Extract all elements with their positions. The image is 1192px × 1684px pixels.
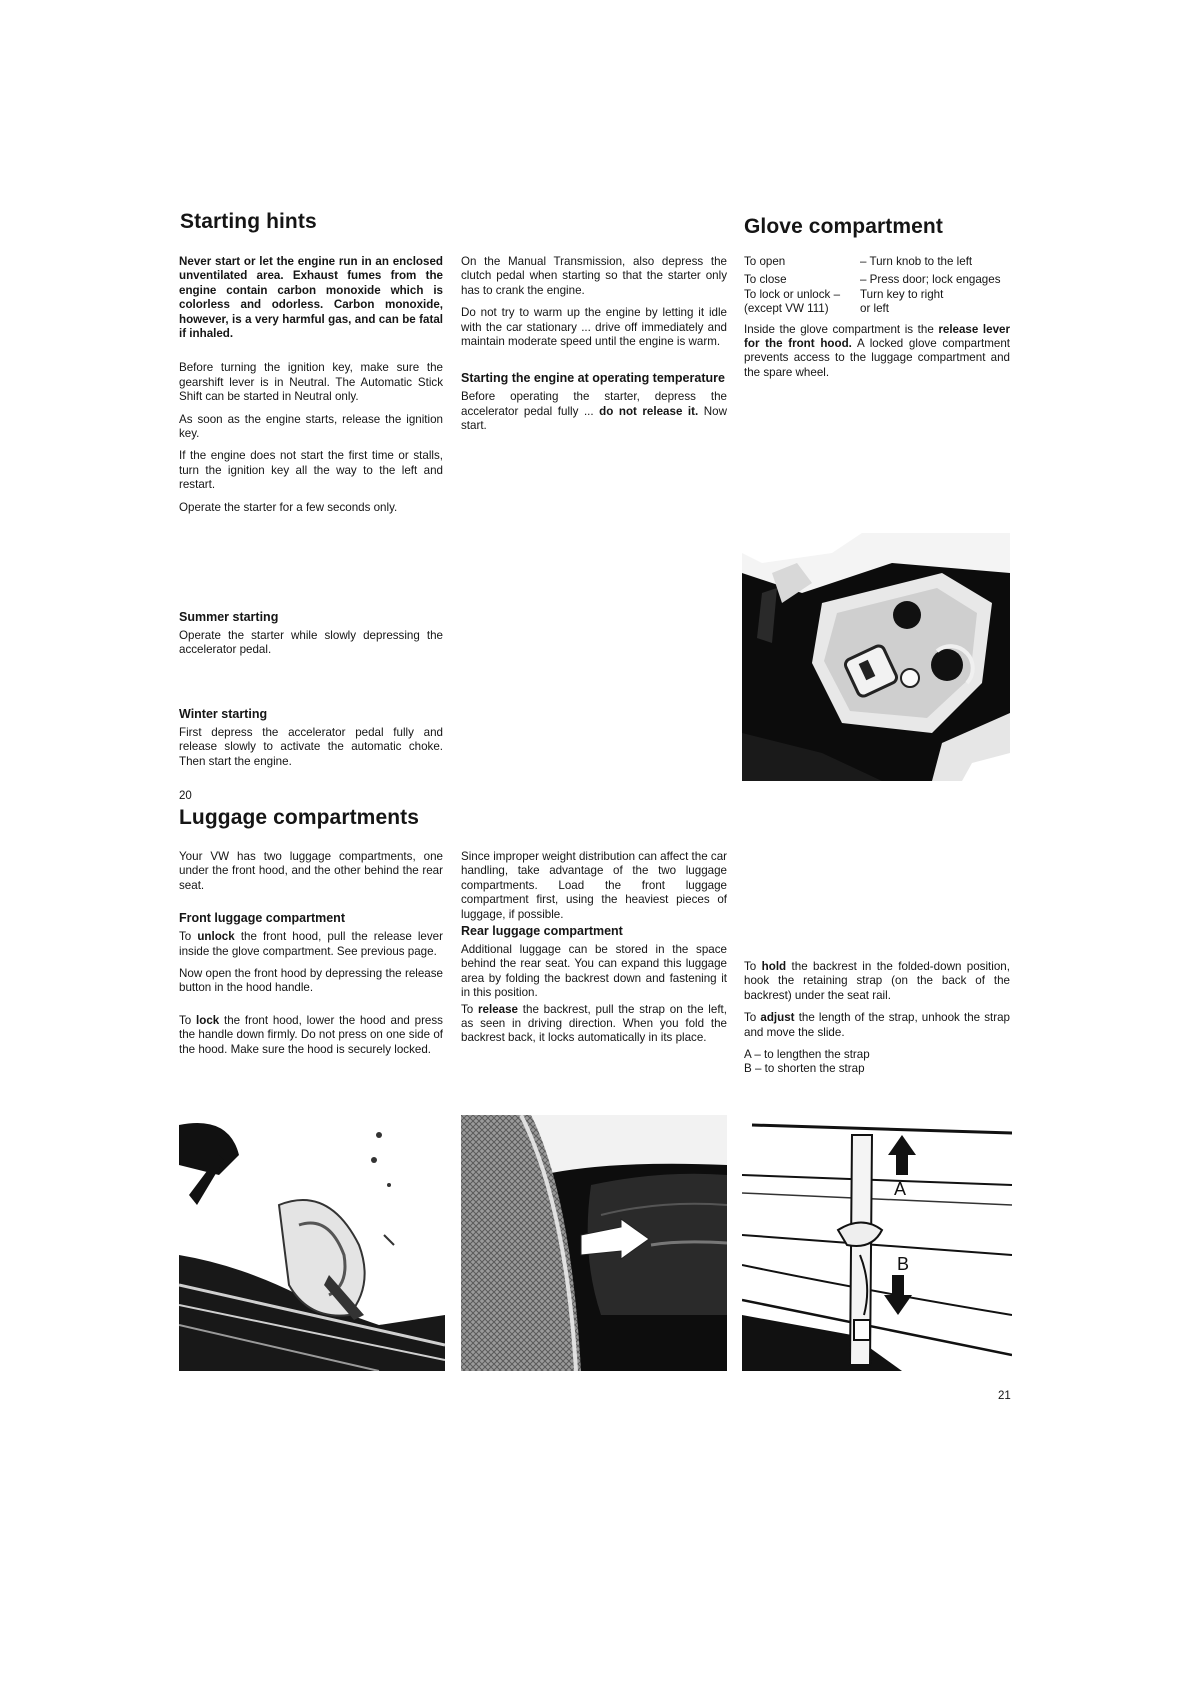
operating-temperature-text: Before operating the starter, depress the accelerator pedal fully ... do not release it. Now start. [461,390,727,433]
rear-luggage-photo [461,1115,727,1371]
operating-temperature-title: Starting the engine at operating temperature [461,371,725,386]
front-luggage-title: Front luggage compartment [179,911,345,926]
front-hood-photo [179,1115,445,1371]
glove-description: Inside the glove compartment is the release lever for the front hood. A locked glove compartment prevents access to the luggage compartment and the spare wheel. [744,322,1010,379]
page-number-right: 21 [998,1390,1011,1402]
front-luggage-unlock: To unlock the front hood, pull the release lever inside the glove compartment. See previous page. [179,930,443,958]
front-luggage-open: Now open the front hood by depressing the release button in the hood handle. [179,967,443,995]
strap-option-b: B – to shorten the strap [744,1062,865,1076]
glove-lock-photo [742,533,1010,781]
hint-paragraph: Do not try to warm up the engine by letting it idle with the car stationary ... drive off immediately and maintain moderate speed until the engine is warm. [461,306,727,349]
hint-paragraph: As soon as the engine starts, release the ignition key. [179,412,443,441]
glove-lock-illustration [742,533,1010,781]
hint-paragraph: Operate the starter for a few seconds only. [179,500,398,514]
summer-starting-section [179,610,443,666]
strap-diagram [742,1115,1012,1371]
winter-starting-title: Winter starting [179,707,268,721]
rear-luggage-text: Additional luggage can be stored in the space behind the rear seat. You can expand this luggage area by folding the backrest down and fastening it in this position. [461,943,727,1000]
rear-luggage-release: To release the backrest, pull the strap on the left, as seen in driving direction. When you fold the backrest back, it locks automatically in its place. [461,1002,727,1045]
glove-row: (except VW 111) or left [744,302,889,316]
weight-distribution-text: Since improper weight distribution can affect the car handling, take advantage of the two luggage compartments. Load the front luggage compartment first, using the heaviest pieces of luggage, if possible. [461,850,727,921]
rear-luggage-title: Rear luggage compartment [461,924,623,939]
strap-option-a: A – to lengthen the strap [744,1048,870,1062]
glove-compartment-title: Glove compartment [744,215,943,238]
hint-paragraph: Before turning the ignition key, make sure the gearshift lever is in Neutral. The Automatic Stick Shift can be started in Neutral only. [179,361,443,404]
luggage-col1 [179,850,443,1065]
starting-hints-title: Starting hints [180,210,317,233]
strap-adjust-text: To adjust the length of the strap, unhook the strap and move the slide. [744,1011,1010,1039]
summer-starting-title: Summer starting [179,610,279,624]
strap-label-b: B [897,1254,910,1274]
strap-label-a: A [894,1179,907,1199]
glove-instructions [744,255,1010,380]
starting-hints-col1 [179,255,443,523]
glove-row: To open – Turn knob to the left [744,255,973,268]
luggage-col3 [744,960,1010,1077]
front-luggage-lock: To lock the front hood, lower the hood and press the handle down firmly. Do not press on one side of the hood. Make sure the hood is securely locked. [179,1013,443,1056]
winter-starting-text: First depress the accelerator pedal fully and release slowly to activate the automatic choke. Then start the engine. [179,726,443,768]
hint-paragraph: If the engine does not start the first time or stalls, turn the ignition key all the way to the left and restart. [179,449,443,492]
luggage-col2 [461,850,727,1054]
glove-row: To lock or unlock – Turn key to right [744,287,944,301]
page-number-left: 20 [179,790,192,802]
hint-paragraph: On the Manual Transmission, also depress the clutch pedal when starting so that the starter only has to crank the engine. [461,255,727,297]
luggage-intro: Your VW has two luggage compartments, one under the front hood, and the other behind the rear seat. [179,850,443,892]
backrest-hold-text: To hold the backrest in the folded-down position, hook the retaining strap (on the back of the backrest) under the seat rail. [744,960,1010,1002]
luggage-compartments-title: Luggage compartments [179,806,420,829]
summer-starting-text: Operate the starter while slowly depressing the accelerator pedal. [179,629,443,657]
exhaust-warning: Never start or let the engine run in an enclosed unventilated area. Exhaust fumes from the engine contain carbon monoxide which is colorless and odorless. Carbon monoxide, however, is a very harmful gas, and can be fatal if inhaled. [179,255,443,341]
glove-row: To close – Press door; lock engages [744,273,1001,287]
starting-hints-col2 [461,255,727,442]
winter-starting-section [179,707,443,777]
